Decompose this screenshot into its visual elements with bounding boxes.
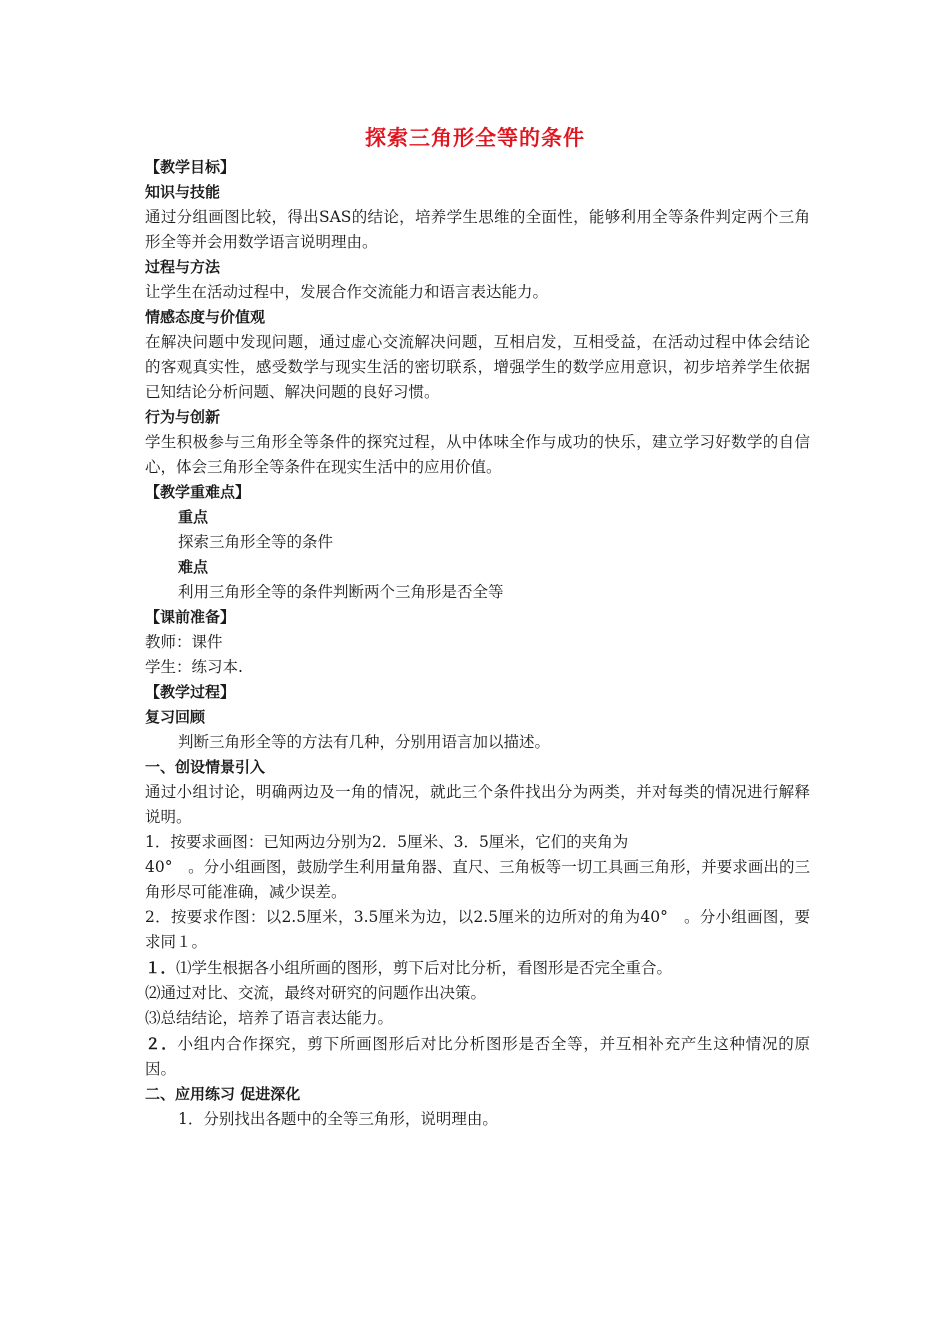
review-heading: 复习回顾 [145,708,206,726]
point1-paragraph [145,955,810,981]
point1-number: １． [145,958,177,977]
process-paragraph: 让学生在活动过程中，发展合作交流能力和语言表达能力。 [145,283,549,301]
document-body [145,155,810,1132]
step1-line1: 1．按要求画图：已知两边分别为2．5厘米、3．5厘米，它们的夹角为 [145,833,629,851]
behavior-heading: 行为与创新 [145,408,221,426]
review-text: 判断三角形全等的方法有几种，分别用语言加以描述。 [178,733,551,751]
prep-teacher: 教师：课件 [145,633,223,651]
behavior-paragraph: 学生积极参与三角形全等条件的探究过程，从中体味全作与成功的快乐，建立学习好数学的自信心，体会三角形全等条件在现实生活中的应用价值。 [145,433,810,476]
point2-paragraph: ⑵通过对比、交流，最终对研究的问题作出决策。 [145,984,487,1002]
difficult-label: 难点 [178,558,209,576]
point1-text: ⑴学生根据各小组所画的图形，剪下后对比分析，看图形是否完全重合。 [176,959,673,977]
process-heading: 过程与方法 [145,258,221,276]
section1-paragraph: 通过小组讨论，明确两边及一角的情况，就此三个条件找出分为两类，并对每类的情况进行解释说明。 [145,783,810,826]
knowledge-heading: 知识与技能 [145,183,221,201]
teaching-process-heading: 【教学过程】 [145,683,236,701]
step2-paragraph: 2．按要求作图：以2.5厘米，3.5厘米为边，以2.5厘米的边所对的角为40° 。分小组画图，要求同１。 [145,908,810,951]
prep-heading: 【课前准备】 [145,608,236,626]
keypoints-heading: 【教学重难点】 [145,483,251,501]
key-text: 探索三角形全等的条件 [178,533,334,551]
emotion-heading: 情感态度与价值观 [145,308,266,326]
step1-line2: 40° 。分小组画图，鼓励学生利用量角器、直尺、三角板等一切工具画三角形，并要求画出的三角形尽可能准确，减少误差。 [145,858,810,901]
section2-heading: 二、应用练习 促进深化 [145,1085,301,1103]
key-label: 重点 [178,508,209,526]
point4-number: ２． [145,1034,178,1053]
emotion-paragraph: 在解决问题中发现问题，通过虚心交流解决问题，互相启发，互相受益，在活动过程中体会结论的客观真实性，感受数学与现实生活的密切联系，增强学生的数学应用意识，初步培养学生依据已知结论分析问题、解决问题的良好习惯。 [145,333,810,401]
document-title: 探索三角形全等的条件 [365,126,585,150]
point4-paragraph [145,1031,810,1082]
difficult-text: 利用三角形全等的条件判断两个三角形是否全等 [178,583,504,601]
point3-paragraph: ⑶总结结论，培养了语言表达能力。 [145,1009,394,1027]
point4-text: 小组内合作探究，剪下所画图形后对比分析图形是否全等，并互相补充产生这种情况的原因。 [145,1035,810,1078]
knowledge-paragraph: 通过分组画图比较，得出SAS的结论，培养学生思维的全面性，能够利用全等条件判定两个三角形全等并会用数学语言说明理由。 [145,208,810,251]
prep-student: 学生：练习本. [145,658,243,676]
goals-heading: 【教学目标】 [145,158,236,176]
exercise1-text: 1．分别找出各题中的全等三角形，说明理由。 [178,1110,498,1128]
section1-heading: 一、创设情景引入 [145,758,266,776]
